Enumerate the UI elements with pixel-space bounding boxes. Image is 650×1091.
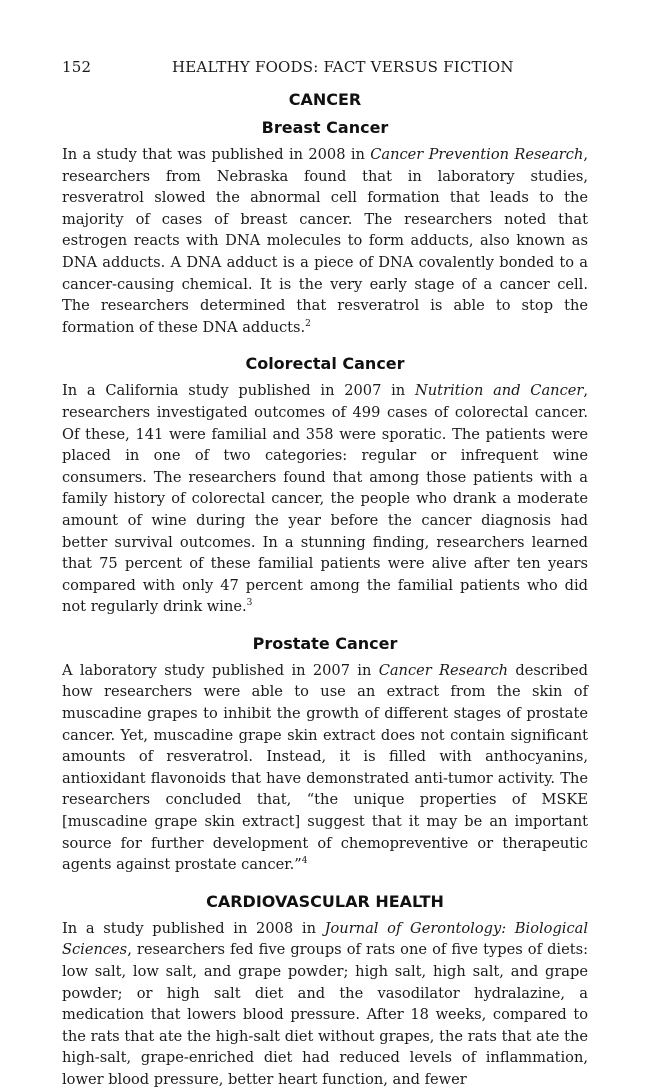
journal-title: Nutrition and Cancer bbox=[414, 382, 584, 400]
paragraph-breast-cancer: In a study that was published in 2008 in Cancer Prevention Research, researchers from Nebraska found that in laboratory studies, resveratrol slowed the abnormal cell formation that leads to the majority of cases of breast cancer. The researchers noted that estrogen reacts with DNA molecules to form adducts, also known as DNA adducts. A DNA adduct is a piece of DNA covalently bonded to a cancer-causing chemical. It is the very early stage of a cancer cell. The researchers determined that resveratrol is able to stop the formation of these DNA adducts.$^2$ bbox=[62, 146, 588, 336]
book-page bbox=[62, 58, 588, 1091]
footnote-ref: 2 bbox=[305, 318, 311, 329]
section-heading-cancer: CANCER bbox=[288, 90, 362, 109]
page-number: 152 bbox=[62, 58, 92, 76]
paragraph-colorectal-cancer: In a California study published in 2007 in Nutrition and Cancer, researchers investigated outcomes of 499 cases of colorectal cancer. Of these, 141 were familial and 358 were sporatic. The patients were placed in one of two categories: regular or infrequent wine consumers. The researchers found that among those patients with a family history of colorectal cancer, the people who drank a moderate amount of wine during the year before the cancer diagnosis had better survival outcomes. In a stunning finding, researchers learned that 75 percent of these familial patients were alive after ten years compared with only 47 percent among the familial patients who did not regularly drink wine.$^3$ bbox=[62, 382, 588, 616]
paragraph-prostate-cancer: A laboratory study published in 2007 in Cancer Research described how researchers were able to use an extract from the skin of muscadine grapes to inhibit the growth of different stages of prostate cancer. Yet, muscadine grape skin extract does not contain significant amounts of resveratrol. Instead, it is filled with anthocyanins, antioxidant flavonoids that have demonstrated anti-tumor activity. The researchers concluded that, “the unique properties of MSKE [muscadine grape skin extract] suggest that it may be an important source for further development of chemopreventive or therapeutic agents against prostate cancer.”$^4$ bbox=[62, 661, 588, 874]
running-title: HEALTHY FOODS: FACT VERSUS FICTION bbox=[172, 58, 514, 76]
journal-title: Cancer Prevention Research bbox=[370, 146, 584, 163]
footnote-ref: 4 bbox=[301, 856, 308, 867]
subheading-colorectal-cancer: Colorectal Cancer bbox=[245, 354, 405, 374]
running-header bbox=[62, 58, 588, 80]
journal-title: Journal of Gerontology: Biological Sciences bbox=[62, 919, 588, 959]
section-heading-cardiovascular-health: CARDIOVASCULAR HEALTH bbox=[206, 891, 444, 911]
journal-title: Cancer Research bbox=[378, 661, 509, 679]
paragraph-cardiovascular-health: In a study published in 2008 in Journal of Gerontology: Biological Sciences, researchers fed five groups of rats one of five types of diets: low salt, low salt, and grape powder; high salt, high salt, and grape powder; or high salt diet and the vasodilator hydralazine, a medication that lowers blood pressure. After 18 weeks, compared to the rats that ate the high-salt diet without grapes, the rats that ate the high-salt, grape-enriched diet had reduced levels of inflammation, lower blood pressure, better heart function, and fewer bbox=[62, 919, 588, 1088]
subheading-prostate-cancer: Prostate Cancer bbox=[252, 633, 398, 653]
footnote-ref: 3 bbox=[246, 598, 253, 609]
subheading-breast-cancer: Breast Cancer bbox=[261, 118, 389, 137]
